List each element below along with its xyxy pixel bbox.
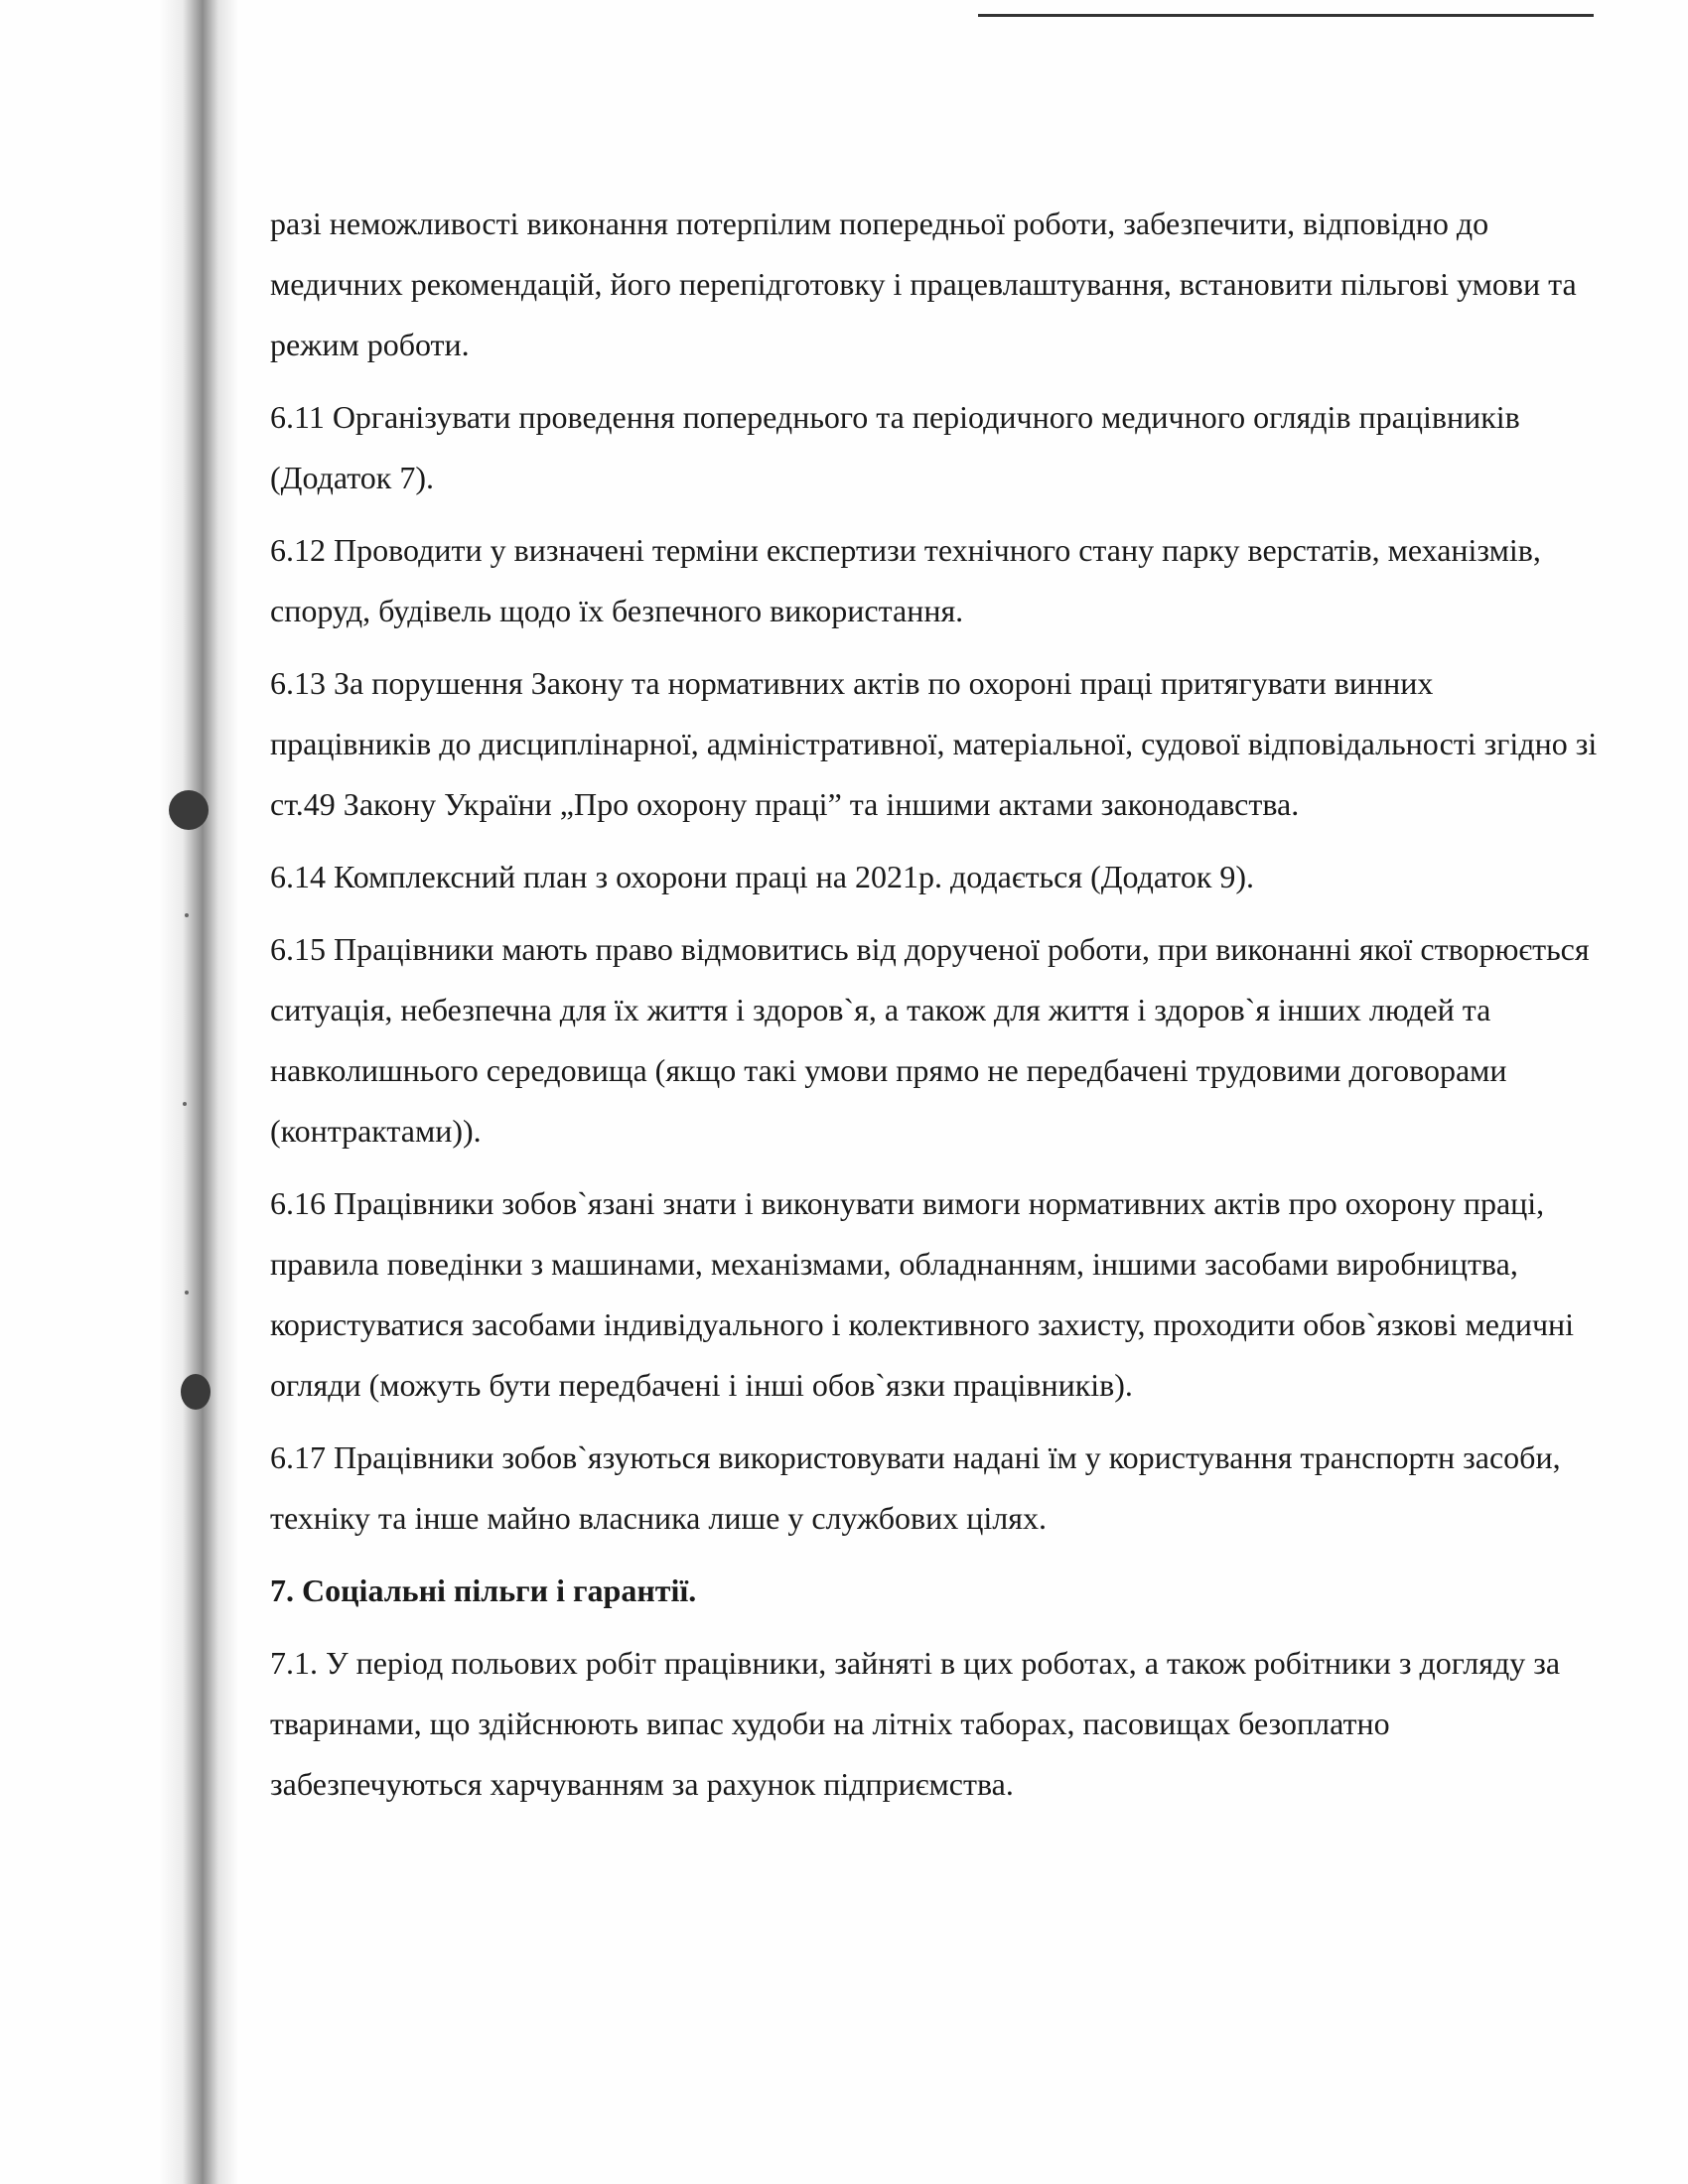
paragraph-6-15: 6.15 Працівники мають право відмовитись від дорученої роботи, при виконанні якої створюється ситуація, небезпечна для їх життя і здоров`я, а також для життя і здоров`я інших людей та навколишнього середовища (якщо такі умови прямо не передбачені трудовими договорами (контрактами)). xyxy=(270,931,1590,1149)
document-body xyxy=(270,194,1601,1827)
section-heading: 7. Соціальні пільги і гарантії. xyxy=(270,1572,697,1608)
paragraph-6-17: 6.17 Працівники зобов`язуються використовувати надані їм у користування транспортн засоби, техніку та інше майно власника лише у службових цілях. xyxy=(270,1439,1561,1536)
punch-hole-mark xyxy=(169,790,209,830)
paragraph-6-14: 6.14 Комплексний план з охорони праці на 2021р. додається (Додаток 9). xyxy=(270,859,1255,894)
paragraph-6-13: 6.13 За порушення Закону та нормативних актів по охороні праці притягувати винних працівників до дисциплінарної, адміністративної, матеріальної, судової відповідальності згідно зі ст.49 Закону України „Про охорону праці” та іншими актами законодавства. xyxy=(270,665,1598,822)
scan-speck xyxy=(185,1291,189,1295)
paragraph-6-12: 6.12 Проводити у визначені терміни експертизи технічного стану парку верстатів, механізмів, споруд, будівель щодо їх безпечного використання. xyxy=(270,532,1541,628)
scan-speck xyxy=(183,1102,187,1106)
punch-hole-mark xyxy=(181,1374,211,1410)
paragraph-7-1: 7.1. У період польових робіт працівники, зайняті в цих роботах, а також робітники з догляду за тваринами, що здійснюють випас худоби на літніх таборах, пасовищах безоплатно забезпечуються харчуванням за рахунок підприємства. xyxy=(270,1645,1561,1802)
binding-edge-shadow xyxy=(159,0,238,2184)
paragraph-continuation: разі неможливості виконання потерпілим попередньої роботи, забезпечити, відповідно до медичних рекомендацій, його перепідготовку і працевлаштування, встановити пільгові умови та режим роботи. xyxy=(270,205,1577,362)
top-rule-line xyxy=(978,14,1594,17)
scan-speck xyxy=(185,913,189,917)
paragraph-6-16: 6.16 Працівники зобов`язані знати і виконувати вимоги нормативних актів про охорону праці, правила поведінки з машинами, механізмами, обладнанням, іншими засобами виробництва, користуватися засобами індивідуального і колективного захисту, проходити обов`язкові медичні огляди (можуть бути передбачені і інші обов`язки працівників). xyxy=(270,1185,1575,1403)
paragraph-6-11: 6.11 Організувати проведення попереднього та періодичного медичного оглядів працівників (Додаток 7). xyxy=(270,399,1520,495)
